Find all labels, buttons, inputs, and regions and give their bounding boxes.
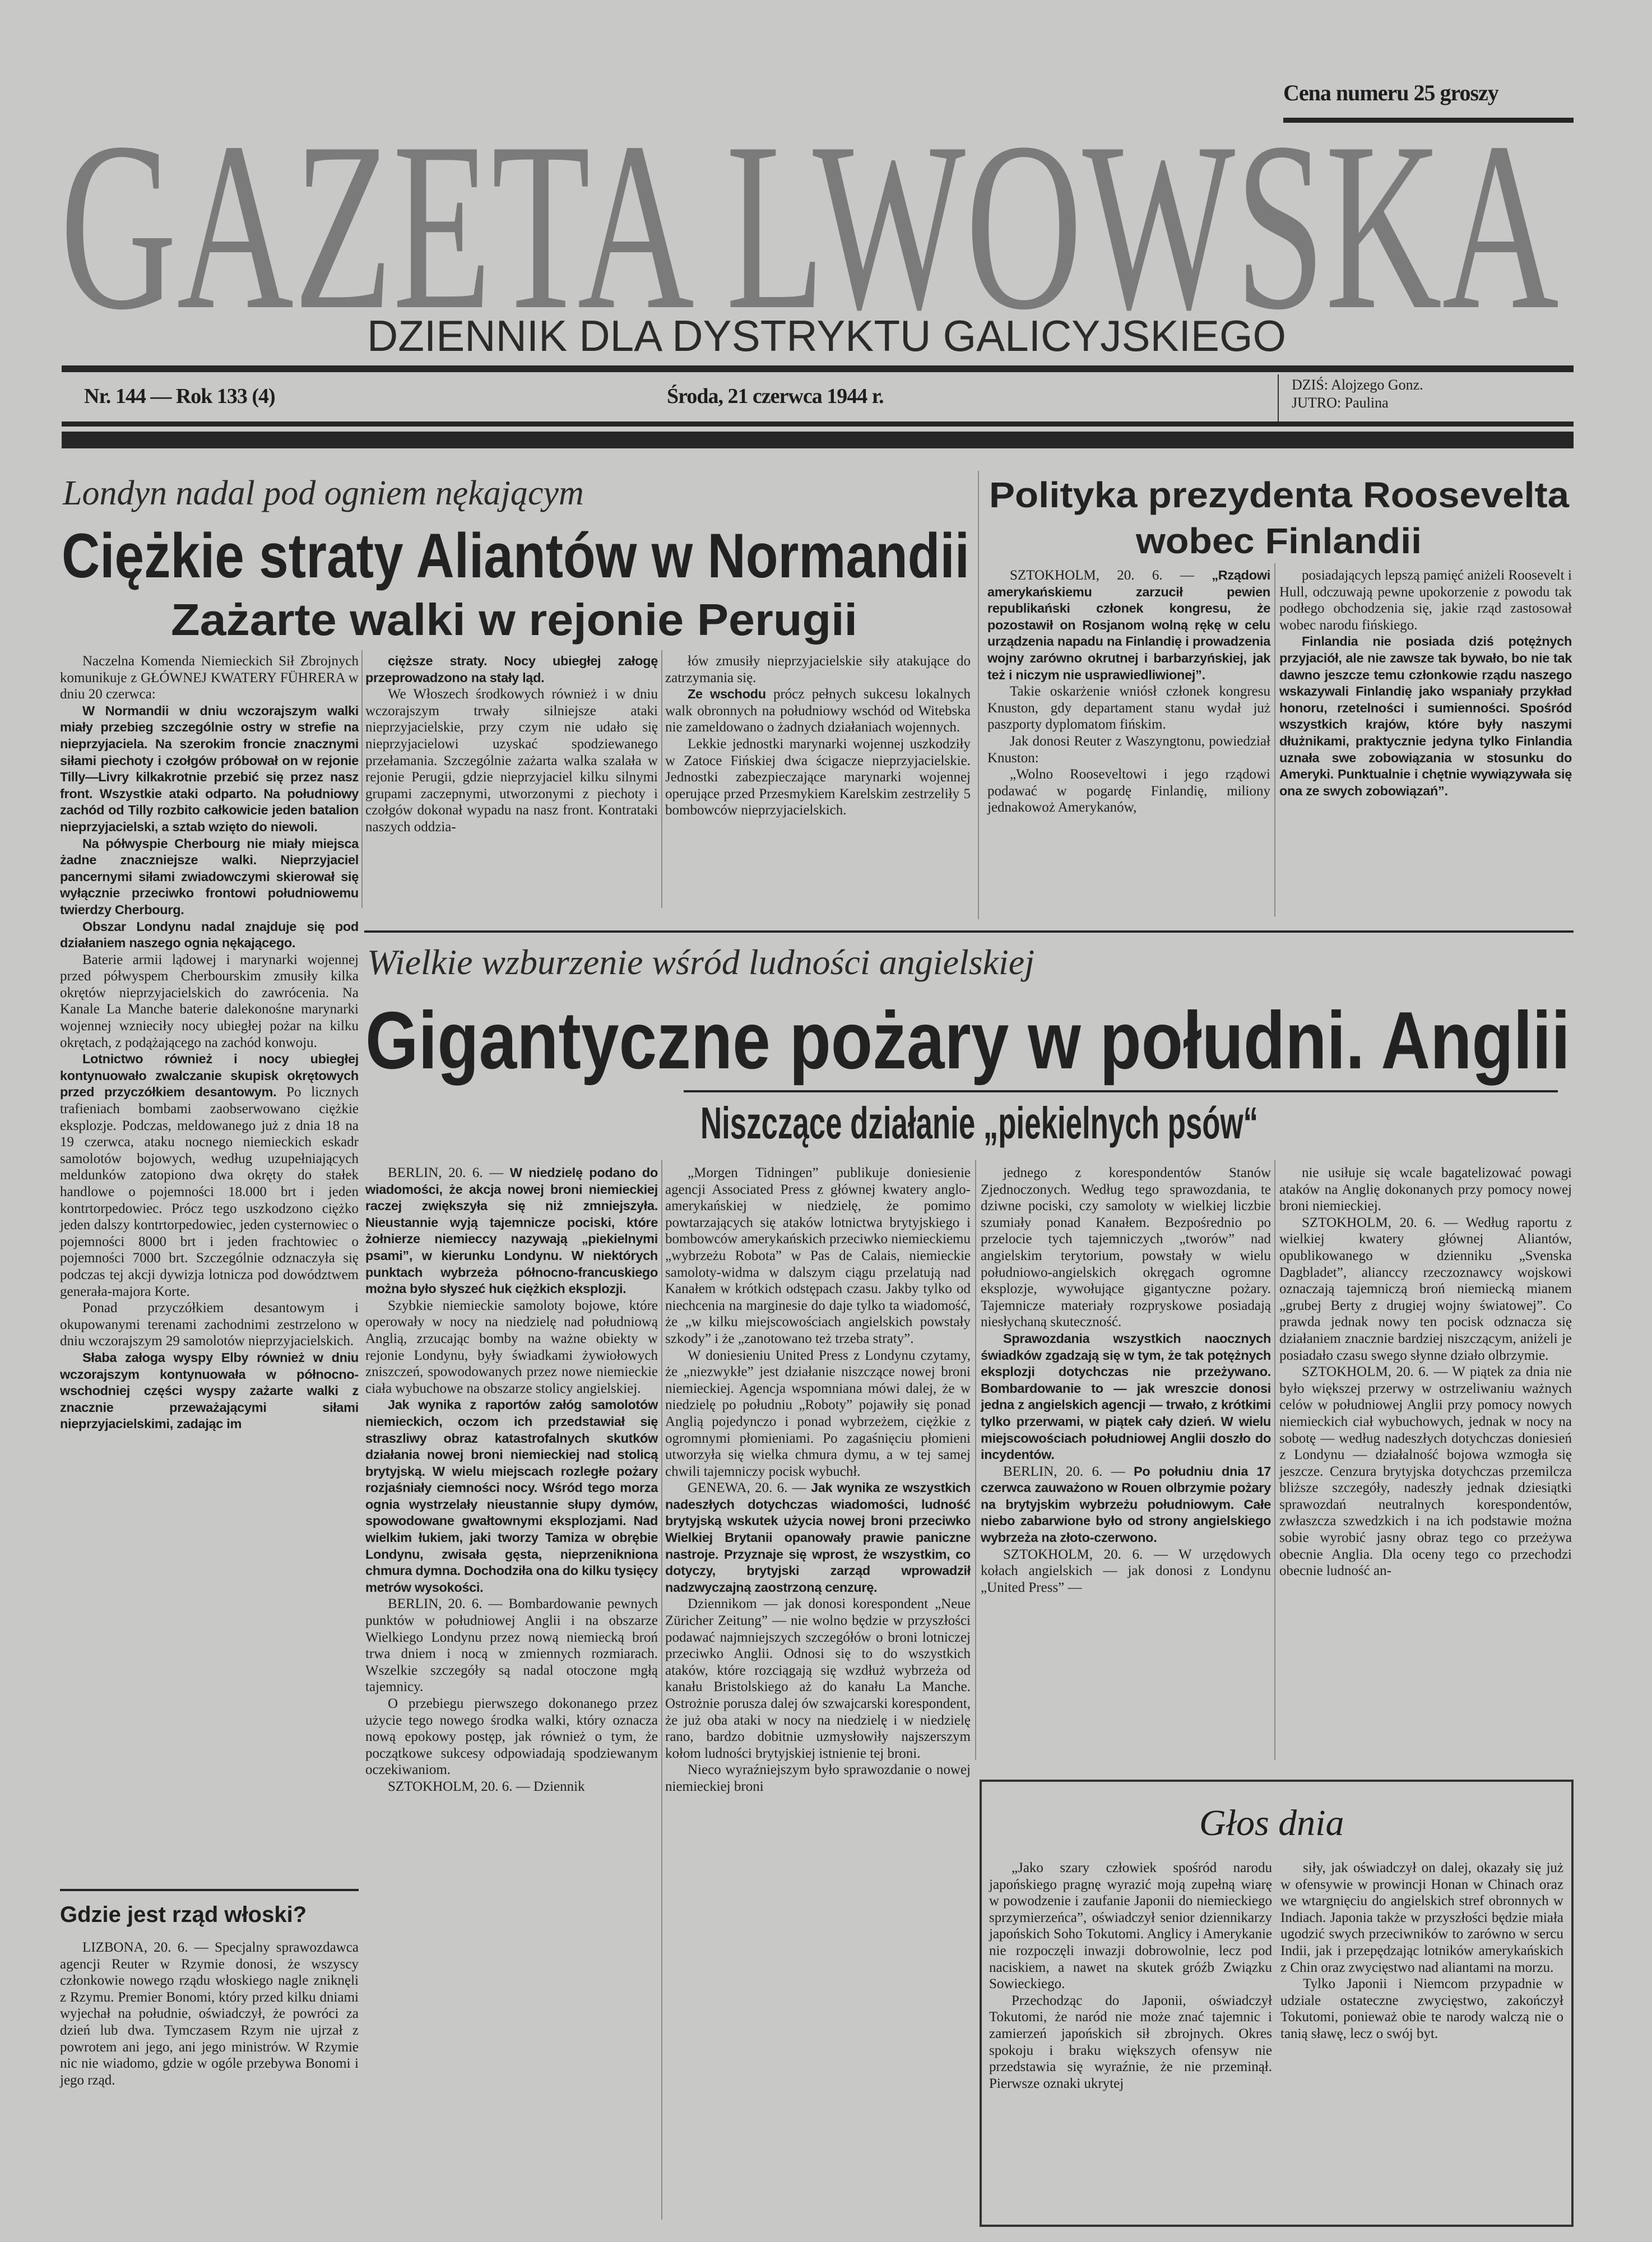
bold-text: cięższe straty. Nocy ubiegłej załogę przeprowadzono na stały ląd. — [365, 654, 658, 685]
bold-text: Jak wynika ze wszystkich nadeszłych dotychczas wiadomości, ludność brytyjską wskutek użycia nowej broni przeciwko Wielkiej Brytanii opanowały prawie paniczne nastroje. Przyznaje się wprost, że wszystkim, co dotyczy, brytyjski zarząd wprowadził nadzwyczajną zaostrzoną cenzurę. — [665, 1480, 971, 1595]
paragraph — [365, 1696, 658, 1778]
paragraph — [665, 1762, 971, 1795]
paragraph — [665, 1596, 971, 1762]
body-text: „Jako szary człowiek spośród narodu japońskiego pragnę wyrazić moją zupełną wiarę w powodzenie i zaufanie Japonii do niemieckiego sprzymierzeńca”, oświadczył senior dziennikarzy japońskich Soho Tokutomi. Anglicy i Amerykanie nie rozpoczęli inwazji dobrowolnie, lecz pod naciskiem, a nawet na skutek gróźb Związku Sowieckiego. — [989, 1860, 1272, 1992]
body-text: LIZBONA, 20. 6. — Specjalny sprawozdawca agencji Reuter w Rzymie donosi, że wszyscy członkowie nowego rządu włoskiego nagle zniknęli z Rzymu. Premier Bonomi, który przed kilku dniami wyjechał na południe, oświadczył, że powróci za dzień lub dwa. Tymczasem Rzym nie ujrzał z powrotem ani jego, ani jego ministrów. W Rzymie nic nie wiadomo, gdzie w ogóle przebywa Bonomi i jego rząd. — [60, 1940, 359, 2088]
italy-column — [60, 1939, 359, 2088]
body-text: Przechodząc do Japonii, oświadczył Tokutomi, że naród nie może znać tajemnic i zamierzeń japońskich sił zbrojnych. Okres spokoju i braku większych ofensyw nie przedstawia się wyraźnie, że nie przeminął. Pierwsze oznaki ukrytej — [989, 1993, 1272, 2091]
paragraph — [1279, 1215, 1572, 1364]
paragraph — [60, 1939, 359, 2088]
fires-headline — [365, 993, 1573, 1088]
section-rule — [364, 930, 1574, 933]
body-text: Po licznych trafieniach bombami zaobserwowano ciężkie eksplozje. Podczas, meldowanego już z dnia 18 na 19 czerwca, ataku nocnego niemieckich eskadr samolotów bojowych, według uzupełniających meldunków zatopiono dwa okręty do stałek handlowe o pojemności 18.000 brt i jeden kontrtorpedowiec. Prócz tego uszkodzono ciężko jeden dalszy kontrtorpedowiec, jeden cysternowiec o pojemności 8000 brt i jeden frachtowiec o pojemności 7000 brt. Szczególnie odznaczyła się podczas tej akcji dywizja lotnicza pod dowództwem generała-majora Korte. — [60, 1085, 359, 1299]
body-text: BERLIN, 20. 6. — Bombardowanie pewnych punktów w południowej Anglii i na obszarze Wielkiego Londynu przez nową niemiecką broń trwa dniem i nocą w zmiennych rozmiarach. Wszelkie szczegóły są nadal otoczone mgłą tajemnicy. — [365, 1596, 658, 1695]
italy-headline: Gdzie jest rząd włoski? — [60, 1902, 307, 1927]
normandy-column-3 — [665, 653, 971, 819]
fires-column-4 — [1279, 1165, 1572, 1579]
bold-text: Ze wschodu — [688, 687, 766, 702]
paragraph — [665, 1347, 971, 1480]
paragraph — [989, 1993, 1272, 2092]
paragraph — [60, 653, 359, 703]
column-divider — [1274, 563, 1275, 916]
finland-headline-line1: Polityka prezydenta Roosevelta — [989, 475, 1570, 515]
subtitle-text: DZIENNIK DLA DYSTRYKTU GALICYJSKIEGO — [367, 315, 1286, 360]
finland-column-1 — [987, 567, 1270, 816]
body-text: SZTOKHOLM, 20. 6. — W piątek za dnia nie było większej przerwy w ostrzeliwaniu ważnych celów w południowej Anglii przy pomocy nowych niemieckich ciał wybuchowych, jednak w nocy na sobotę — według nadeszłych dotychczas doniesień z Londynu — działalność bojowa wzmogła się jeszcze. Cenzura brytyjska dotychczas przemilcza bliższe szczegóły, nadeszły jednak dziesiątki sprawozdań neutralnych korespondentów, zwłaszcza szwedzkich i na ich podstawie można sobie wyrobić jasny obraz tego co przeżywa obecnie Anglia. Dla oceny tego co przechodzi obecnie ludność an- — [1279, 1364, 1572, 1579]
paragraph — [60, 952, 359, 1051]
normandy-column-2 — [365, 653, 658, 836]
paragraph — [665, 686, 971, 736]
paragraph — [665, 653, 971, 686]
voice-column-1 — [989, 1860, 1272, 2092]
fires-subhead-text: Niszczące działanie „piekielnych psów“ — [700, 1098, 1258, 1148]
paragraph — [987, 766, 1270, 816]
paragraph — [60, 1051, 359, 1300]
finland-column-2 — [1279, 567, 1572, 799]
paragraph — [365, 1778, 658, 1795]
bold-text: W niedzielę podano do wiadomości, że akcja nowej broni niemieckiej raczej zwiększyła się niż zmniejszyła. Nieustannie wyją tajemnicze pociski, które żołnierze niemieccy nazywają „piekielnymi psami”, w kierunku Londynu. W niektórych punktach wybrzeża północno-francuskiego można było słyszeć huk ciężkich eksplozji. — [365, 1165, 658, 1296]
masthead-rule-mid — [62, 421, 1574, 427]
paragraph — [60, 919, 359, 952]
body-text: łów zmusiły nieprzyjacielskie siły atakujące do zatrzymania się. — [665, 654, 971, 685]
paragraph — [665, 736, 971, 819]
fires-headline-text: Gigantyczne pożary w południ. Anglii — [365, 995, 1570, 1086]
bold-text: Jak wynika z raportów załóg samolotów niemieckich, oczom ich przedstawiał się straszliwy obraz katastrofalnych skutków działania nowej broni niemieckiej nad stolicą brytyjską. W wielu miejscach rozległe pożary rozjaśniały ciemności nocy. Wśród tego morza ognia wystrzelały nieustannie słupy dymów, spowodowane gwałtownymi eksplozjami. Nad wielkim łukiem, jaki tworzy Tamiza w obrębie Londynu, zwisała gęsta, nieprzenikniona chmura dymna. Dochodziła ona do kilku tysięcy metrów wysokości. — [365, 1397, 658, 1595]
column-divider — [975, 1160, 976, 1760]
body-text: Tylko Japonii i Niemcom przypadnie w udziale ostateczne zwycięstwo, zakończył Tokutomi, ponieważ obie te narody walczą nie o tanią sławę, lecz o swój byt. — [1280, 1976, 1563, 2041]
normandy-headline-text: Ciężkie straty Aliantów w Normandii — [62, 521, 969, 591]
newspaper-subtitle — [367, 315, 1292, 360]
column-divider — [978, 471, 979, 919]
fires-subhead — [700, 1096, 1261, 1152]
price: Cena numeru 25 groszy — [1283, 80, 1498, 105]
body-text: Szybkie niemieckie samoloty bojowe, które operowały w nocy na niedzielę nad południową Anglią, zrzucając bomby na ważne obiekty w rejonie Londynu, były świadkami żywiołowych zniszczeń, spowodowanych przez nowe niemieckie ciała wybuchowe na obszarze stolicy angielskiej. — [365, 1298, 658, 1396]
paragraph — [987, 567, 1270, 683]
finland-headline — [989, 474, 1572, 563]
paragraph — [1279, 1165, 1572, 1215]
newspaper-title — [60, 129, 1562, 314]
fires-column-3 — [981, 1165, 1271, 1596]
paragraph — [365, 1397, 658, 1596]
paragraph — [987, 733, 1270, 766]
body-text: posiadających lepszą pamięć aniżeli Roosevelt i Hull, odczuwają pewne upokorzenie z powodu tak podłego obchodzenia się, jakie rząd zastosował wobec narodu fińskiego. — [1279, 568, 1572, 633]
paragraph — [1279, 567, 1572, 633]
normandy-subhead-text: Zażarte walki w rejonie Perugii — [171, 596, 857, 645]
paragraph — [1279, 633, 1572, 799]
body-text: „Morgen Tidningen” publikuje doniesienie agencji Associated Press z głównej kwatery anglo-amerykańskiej w niedzielę, że pomimo powtarzających się ataków lotnictwa brytyjskiego i bombowców amerykańskich przeciwko niemieckiemu „wybrzeżu Robota” w Pas de Calais, niemieckie samoloty-widma w dalszym ciągu przelatują nad Kanałem w krótkich odstępach czasu. Jakby tylko od niechcenia na marginesie do daje tylko ta wiadomość, że „w kilku miejscowościach angielskich powstały szkody” i że „zanotowano też trzeba straty”. — [665, 1165, 971, 1346]
bold-text: „Rządowi amerykańskiemu zarzucił pewien republikański członek kongresu, że pozostawił on Rosjanom wolną rękę w celu urządzenia napadu na Finlandię i prowadzenia wojny zarówno okrutnej i barbarzyńskiej, jak też i niczym nie usprawiedliwionej”. — [987, 568, 1270, 682]
paragraph — [981, 1331, 1271, 1463]
column-divider — [661, 1160, 662, 2220]
paragraph — [981, 1463, 1271, 1546]
body-text: O przebiegu pierwszego dokonanego przez użycie tego nowego środka walki, który oznacza nową epokowy postęp, jak również o tym, że początkowe sukcesy odpowiadają spodziewanym oczekiwaniom. — [365, 1696, 658, 1778]
paragraph — [365, 653, 658, 686]
finland-headline-line2: wobec Finlandii — [1135, 521, 1422, 561]
paragraph — [365, 1165, 658, 1298]
body-text: SZTOKHOLM, 20. 6. — Dziennik — [388, 1778, 585, 1794]
paragraph — [60, 836, 359, 919]
fires-kicker: Wielkie wzburzenie wśród ludności angielskiej — [367, 942, 1034, 982]
paragraph — [365, 1596, 658, 1696]
body-text: GENEWA, 20. 6. — — [688, 1480, 811, 1496]
normandy-headline — [62, 518, 972, 594]
bold-text: Słaba załoga wyspy Elby również w dniu wczorajszym kontynuowała w północno-wschodniej części wyspy zażarte walki z znacznie przeważającymi siłami nieprzyjacielskimi, zadając im — [60, 1350, 359, 1432]
paragraph — [60, 1300, 359, 1350]
body-text: We Włoszech środkowych również i w dniu wczorajszym trwały silniejsze ataki nieprzyjacielskie, przy czym nie udało się nieprzyjacielowi uzyskać spodziewanego przełamania. Szczególnie zażarta walka szalała w rejonie Perugii, gdzie nieprzyjaciel kilku silnymi grupami zaczepnymi, utworzonymi z piechoty i czołgów dokonał wypadu na nasz front. Kontrataki naszych oddzia- — [365, 687, 658, 835]
bold-text: Lotnictwo również i nocy ubiegłej kontynuowało zwalczanie skupisk okrętowych przed przyczółkiem desantowym. — [60, 1051, 359, 1100]
paragraph — [60, 1350, 359, 1433]
issue-number: Nr. 144 — Rok 133 (4) — [84, 385, 275, 408]
body-text: Takie oskarżenie wniósł członek kongresu Knuston, gdy departament stanu wydał już paszporty dyplomatom fińskim. — [987, 684, 1270, 733]
paragraph — [1280, 1860, 1563, 1976]
normandy-subhead — [171, 596, 860, 647]
body-text: Baterie armii lądowej i marynarki wojennej przed półwyspem Cherbourskim zmusiły kilka okrętów nieprzyjacielskich do zawrócenia. Na Kanale La Manche baterie dalekonośne marynarki wojennej wznieciły nocy ubiegłej pożar na kilku okrętach, z podążającego na zachód konwoju. — [60, 952, 359, 1050]
masthead-rule-bottom — [62, 432, 1574, 448]
bold-text: W Normandii w dniu wczorajszym walki miały przebieg szczególnie ostry w strefie na nieprzyjaciela. Na szerokim froncie znacznymi siłami piechoty i czołgów próbował on w rejonie Tilly—Livry kilkakrotnie przebić się przez nasz front. Wszystkie ataki odparto. Na południowy zachód od Tilly rozbito całkowicie jeden batalion nieprzyjacielski, a sztab wzięto do niewoli. — [60, 703, 359, 834]
subhead-rule — [684, 1090, 1558, 1092]
masthead-rule-top — [62, 365, 1574, 372]
body-text: Nieco wyraźniejszym było sprawozdanie o nowej niemieckiej broni — [665, 1762, 971, 1794]
normandy-column-1 — [60, 653, 359, 1433]
bold-text: Na półwyspie Cherbourg nie miały miejsca żadne znaczniejsze walki. Nieprzyjaciel pancernymi siłami zwiadowczymi skierował się wyłącznie przeciwko frontowi południowemu twierdzy Cherbourg. — [60, 836, 359, 917]
column-divider — [661, 650, 662, 908]
paragraph — [365, 1298, 658, 1397]
body-text: Dziennikom — jak donosi korespondent „Neue Züricher Zeitung” — nie wolno będzie w przyszłości podawać najmniejszych szczegółów o broni lotniczej przeciwko Anglii. Odnosi się to do wszystkich ataków, które rozciągają się wzdłuż wybrzeża od kanału Bristolskiego aż do kanału La Manche. Ostrożnie porusza dalej ów szwajcarski korespondent, że już oba ataki w nocy na niedzielę i w niedzielę rano, bardzo dobitnie uzmysłowiły najszerszym kołom ludności brytyjskiej istnienie tej broni. — [665, 1596, 971, 1761]
fires-column-2 — [665, 1165, 971, 1795]
paragraph — [987, 683, 1270, 733]
paragraph — [1279, 1364, 1572, 1579]
paragraph — [60, 703, 359, 836]
body-text: BERLIN, 20. 6. — — [388, 1165, 510, 1180]
body-text: Jak donosi Reuter z Waszyngtonu, powiedział Knuston: — [987, 733, 1270, 766]
body-text: jednego z korespondentów Stanów Zjednoczonych. Według tego sprawozdania, te dziwne pociski, czy samoloty w wielkiej liczbie szumiały ponad Kanałem. Bezpośrednio po przelocie tych tajemniczych „tworów” nad angielskim terytorium, powstały w wielu południowo-angielskich okręgach ogromne eksplozje, wywołujące gigantyczne pożary. Tajemnicze materiały rozpryskowe posiadają niesłychaną skuteczność. — [981, 1165, 1271, 1330]
body-text: siły, jak oświadczył on dalej, okazały się już w ofensywie w prowincji Honan w Chinach oraz we wtargnięciu do angielskich stref obronnych w Indiach. Japonia także w przyszłości będzie miała ugodzić swych przeciwników to zarówno w sercu Indii, jak i przepędzając lotników amerykańskich z Chin oraz zwycięstwo nad aliantami na morzu. — [1280, 1860, 1563, 1975]
column-divider — [361, 650, 363, 908]
body-text: Naczelna Komenda Niemieckich Sił Zbrojnych komunikuje z GŁÓWNEJ KWATERY FÜHRERA w dniu 20 czerwca: — [60, 654, 359, 702]
body-text: SZTOKHOLM, 20. 6. — — [1010, 568, 1212, 583]
voice-of-day-title: Głos dnia — [1199, 1803, 1344, 1843]
body-text: Ponad przyczółkiem desantowym i okupowanymi terenami zachodnimi zestrzelono w dniu wczorajszym 29 samolotów nieprzyjacielskich. — [60, 1300, 359, 1349]
fires-column-1 — [365, 1165, 658, 1795]
normandy-kicker: Londyn nadal pod ogniem nękającym — [63, 474, 584, 512]
body-text: BERLIN, 20. 6. — — [1003, 1463, 1134, 1479]
paragraph — [665, 1480, 971, 1596]
body-text: prócz pełnych sukcesu lokalnych walk obronnych na południowy wschód od Witebska nie zameldowano o żadnych działaniach wojennych. — [665, 687, 971, 735]
body-text: SZTOKHOLM, 20. 6. — W urzędowych kołach angielskich — jak donosi z Londynu „United Press” — — [981, 1546, 1271, 1595]
bold-text: Obszar Londynu nadal znajduje się pod działaniem naszego ognia nękającego. — [60, 919, 359, 951]
section-rule — [60, 1889, 359, 1891]
paragraph — [1280, 1976, 1563, 2042]
bold-text: Finlandia nie posiada dziś potężnych przyjaciół, ale nie zawsze tak bywało, bo nie tak dawno jeszcze temu członkowie rządu naszego wskazywali Finlandię jako wspaniały przykład honoru, rzetelności i sumienności. Spośród wszystkich krajów, które były naszymi dłużnikami, praktycznie jedyna tylko Finlandia uznała swe zobowiązania w stosunku do Ameryki. Punktualnie i chętnie wywiązywała się ona ze swych zobowiązań”. — [1279, 634, 1572, 798]
body-text: W doniesieniu United Press z Londynu czytamy, że „niezwykłe” jest działanie niszczące nowej broni niemieckiej. Agencja wspomniana mówi dalej, że w niedzielę po południu „Roboty” pojawiły się ponad Anglią pojedynczo i ponad wybrzeżem, ciężkie z ogromnymi płomieniami. Po zagaśnięciu płomieni utworzyła się wielka chmura dymu, a w tej samej chwili tajemniczy pocisk wybuchł. — [665, 1347, 971, 1479]
info-divider — [1278, 374, 1279, 422]
newspaper-title-text: GAZETA LWOWSKA — [60, 129, 1559, 314]
name-day-today: DZIŚ: Alojzego Gonz. — [1292, 377, 1423, 393]
paragraph — [665, 1165, 971, 1347]
bold-text: Po południu dnia 17 czerwca zauważono w Rouen olbrzymie pożary na brytyjskim wybrzeżu południowym. Całe niebo zabarwione było od strony angielskiego wybrzeża na złoto-czerwono. — [981, 1463, 1271, 1545]
issue-date: Środa, 21 czerwca 1944 r. — [667, 385, 884, 408]
body-text: SZTOKHOLM, 20. 6. — Według raportu z wielkiej kwatery głównej Aliantów, opublikowanego w dzienniku „Svenska Dagbladet”, alianccy rzeczoznawcy wojskowi oznaczają tajemniczą broń niemiecką mianem „grubej Berty z drugiej wojny światowej”. Co prawda jednak nowy ten pocisk odznacza się działaniem znacznie bardziej niszczącym, aniżeli je posiadało czasu swego słynne działo olbrzymie. — [1279, 1215, 1572, 1363]
price-underline — [1283, 118, 1574, 123]
paragraph — [365, 686, 658, 835]
body-text: „Wolno Rooseveltowi i jego rządowi podawać w pogardę Finlandię, miliony jednakowoż Amerykanów, — [987, 767, 1270, 816]
paragraph — [981, 1546, 1271, 1596]
bold-text: Sprawozdania wszystkich naocznych świadków zgadzają się w tym, że tak potężnych eksplozji dotychczas nie przeżywano. Bombardowanie to — jak wreszcie donosi jedna z angielskich agencji — trwało, z krótkimi tylko przerwami, w piątek cały dzień. W wielu miejscowościach południowej Anglii doszło do incydentów. — [981, 1331, 1271, 1462]
column-divider — [1274, 1160, 1275, 1760]
voice-column-2 — [1280, 1860, 1563, 2042]
name-day-tomorrow: JUTRO: Paulina — [1292, 395, 1389, 411]
body-text: nie usiłuje się wcale bagatelizować powagi ataków na Anglię dokonanych przy pomocy nowej broni niemieckiej. — [1279, 1165, 1572, 1214]
body-text: Lekkie jednostki marynarki wojennej uszkodziły w Zatoce Fińskiej dwa ścigacze nieprzyjacielskie. Jednostki zabezpieczające marynarki wojennej operujące przed Przesmykiem Karelskim zestrzeliły 5 bombowców nieprzyjacielskich. — [665, 736, 971, 818]
paragraph — [981, 1165, 1271, 1331]
paragraph — [989, 1860, 1272, 1993]
